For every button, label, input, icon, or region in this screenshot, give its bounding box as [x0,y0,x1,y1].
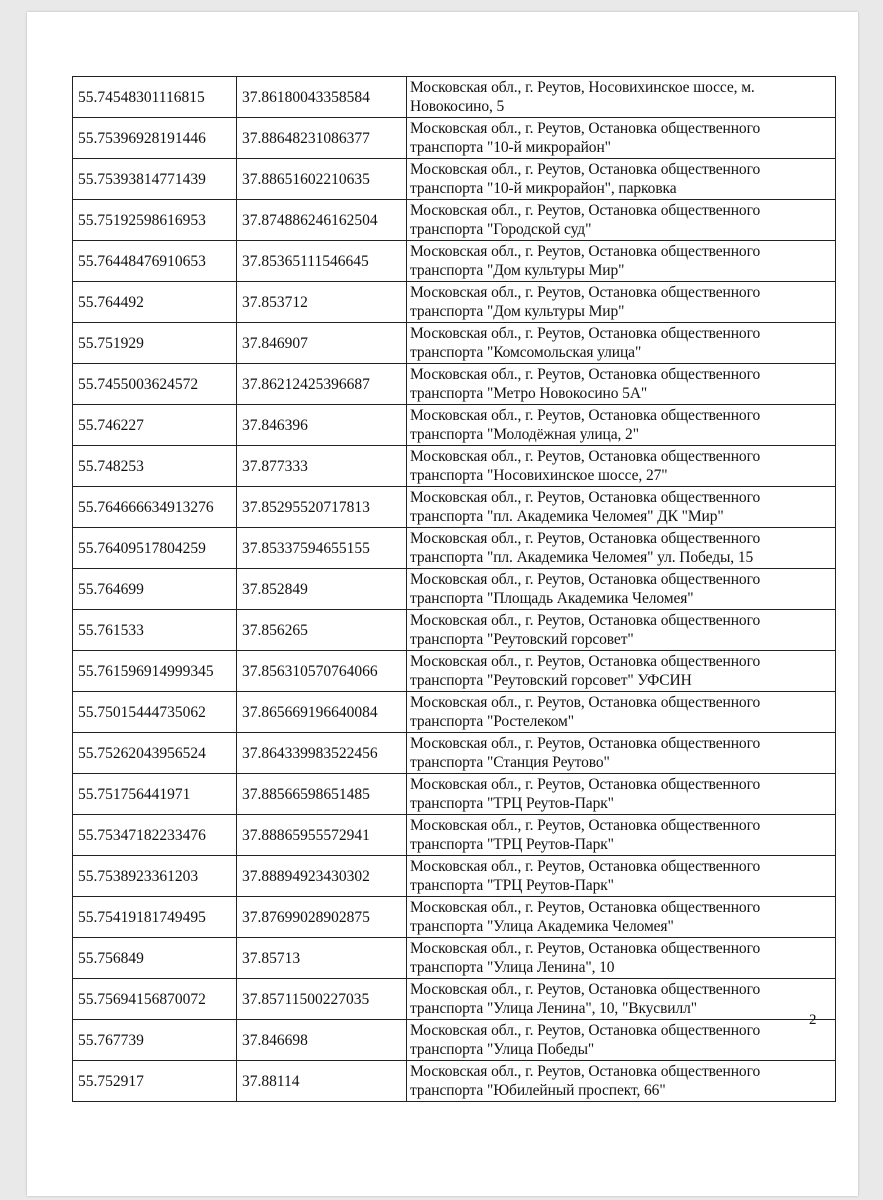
table-row [73,979,836,1020]
address-cell: Московская обл., г. Реутов, Остановка общественного транспорта "Молодёжная улица, 2" [407,405,836,446]
table-row [73,569,836,610]
table-row [73,323,836,364]
latitude-cell: 55.756849 [73,938,237,979]
table-row [73,77,836,118]
latitude-cell: 55.74548301116815 [73,77,237,118]
table-row [73,241,836,282]
coordinates-table-body [73,77,836,1102]
table-row [73,528,836,569]
latitude-cell: 55.75262043956524 [73,733,237,774]
address-cell: Московская обл., г. Реутов, Остановка общественного транспорта "Улица Ленина", 10 [407,938,836,979]
table-row [73,651,836,692]
table-row [73,405,836,446]
latitude-cell: 55.767739 [73,1020,237,1061]
table-row [73,610,836,651]
table-row [73,1061,836,1102]
longitude-cell: 37.87699028902875 [237,897,407,938]
address-cell: Московская обл., г. Реутов, Остановка общественного транспорта "10-й микрорайон" [407,118,836,159]
address-cell: Московская обл., г. Реутов, Остановка общественного транспорта "Юбилейный проспект, 66" [407,1061,836,1102]
address-cell: Московская обл., г. Реутов, Остановка общественного транспорта "Городской суд" [407,200,836,241]
latitude-cell: 55.75419181749495 [73,897,237,938]
longitude-cell: 37.86212425396687 [237,364,407,405]
longitude-cell: 37.865669196640084 [237,692,407,733]
address-cell: Московская обл., г. Реутов, Остановка общественного транспорта "пл. Академика Челомея" ул. Победы, 15 [407,528,836,569]
latitude-cell: 55.76448476910653 [73,241,237,282]
table-row [73,200,836,241]
longitude-cell: 37.856265 [237,610,407,651]
table-row [73,118,836,159]
page-number: 2 [809,1012,817,1028]
longitude-cell: 37.846396 [237,405,407,446]
address-cell: Московская обл., г. Реутов, Остановка общественного транспорта "Реутовский горсовет" [407,610,836,651]
table-row [73,856,836,897]
address-cell: Московская обл., г. Реутов, Остановка общественного транспорта "ТРЦ Реутов-Парк" [407,856,836,897]
longitude-cell: 37.88865955572941 [237,815,407,856]
longitude-cell: 37.852849 [237,569,407,610]
table-row [73,897,836,938]
latitude-cell: 55.761533 [73,610,237,651]
address-cell: Московская обл., г. Реутов, Остановка общественного транспорта "ТРЦ Реутов-Парк" [407,774,836,815]
address-cell: Московская обл., г. Реутов, Остановка общественного транспорта "Носовихинское шоссе, 27" [407,446,836,487]
address-cell: Московская обл., г. Реутов, Остановка общественного транспорта "Метро Новокосино 5А" [407,364,836,405]
address-cell: Московская обл., г. Реутов, Остановка общественного транспорта "Станция Реутово" [407,733,836,774]
address-cell: Московская обл., г. Реутов, Остановка общественного транспорта "пл. Академика Челомея" ДК "Мир" [407,487,836,528]
longitude-cell: 37.85713 [237,938,407,979]
longitude-cell: 37.874886246162504 [237,200,407,241]
address-cell: Московская обл., г. Реутов, Остановка общественного транспорта "10-й микрорайон", парковка [407,159,836,200]
latitude-cell: 55.75347182233476 [73,815,237,856]
longitude-cell: 37.853712 [237,282,407,323]
address-cell: Московская обл., г. Реутов, Остановка общественного транспорта "Реутовский горсовет" УФСИН [407,651,836,692]
address-cell: Московская обл., г. Реутов, Остановка общественного транспорта "Улица Академика Челомея" [407,897,836,938]
table-row [73,364,836,405]
latitude-cell: 55.7455003624572 [73,364,237,405]
address-cell: Московская обл., г. Реутов, Остановка общественного транспорта "Улица Победы" [407,1020,836,1061]
document-page [27,12,858,1196]
latitude-cell: 55.764666634913276 [73,487,237,528]
table-row [73,692,836,733]
address-cell: Московская обл., г. Реутов, Остановка общественного транспорта "Дом культуры Мир" [407,241,836,282]
longitude-cell: 37.846907 [237,323,407,364]
latitude-cell: 55.75393814771439 [73,159,237,200]
latitude-cell: 55.75015444735062 [73,692,237,733]
longitude-cell: 37.88651602210635 [237,159,407,200]
latitude-cell: 55.75694156870072 [73,979,237,1020]
table-row [73,733,836,774]
table-row [73,487,836,528]
table-row [73,938,836,979]
latitude-cell: 55.75192598616953 [73,200,237,241]
longitude-cell: 37.88114 [237,1061,407,1102]
longitude-cell: 37.85295520717813 [237,487,407,528]
longitude-cell: 37.864339983522456 [237,733,407,774]
latitude-cell: 55.764492 [73,282,237,323]
latitude-cell: 55.751929 [73,323,237,364]
table-row [73,774,836,815]
longitude-cell: 37.856310570764066 [237,651,407,692]
longitude-cell: 37.877333 [237,446,407,487]
longitude-cell: 37.85337594655155 [237,528,407,569]
address-cell: Московская обл., г. Реутов, Остановка общественного транспорта "Ростелеком" [407,692,836,733]
latitude-cell: 55.748253 [73,446,237,487]
latitude-cell: 55.761596914999345 [73,651,237,692]
longitude-cell: 37.86180043358584 [237,77,407,118]
latitude-cell: 55.751756441971 [73,774,237,815]
latitude-cell: 55.746227 [73,405,237,446]
address-cell: Московская обл., г. Реутов, Остановка общественного транспорта "Комсомольская улица" [407,323,836,364]
table-row [73,446,836,487]
table-row [73,815,836,856]
table-row [73,282,836,323]
longitude-cell: 37.85365111546645 [237,241,407,282]
longitude-cell: 37.846698 [237,1020,407,1061]
address-cell: Московская обл., г. Реутов, Остановка общественного транспорта "Дом культуры Мир" [407,282,836,323]
latitude-cell: 55.76409517804259 [73,528,237,569]
address-cell: Московская обл., г. Реутов, Остановка общественного транспорта "Площадь Академика Челомея" [407,569,836,610]
latitude-cell: 55.752917 [73,1061,237,1102]
table-row [73,159,836,200]
longitude-cell: 37.85711500227035 [237,979,407,1020]
latitude-cell: 55.764699 [73,569,237,610]
address-cell: Московская обл., г. Реутов, Носовихинское шоссе, м. Новокосино, 5 [407,77,836,118]
longitude-cell: 37.88894923430302 [237,856,407,897]
coordinates-table [72,76,836,1102]
address-cell: Московская обл., г. Реутов, Остановка общественного транспорта "Улица Ленина", 10, "Вкусвилл" [407,979,836,1020]
longitude-cell: 37.88648231086377 [237,118,407,159]
longitude-cell: 37.88566598651485 [237,774,407,815]
table-row [73,1020,836,1061]
address-cell: Московская обл., г. Реутов, Остановка общественного транспорта "ТРЦ Реутов-Парк" [407,815,836,856]
latitude-cell: 55.7538923361203 [73,856,237,897]
latitude-cell: 55.75396928191446 [73,118,237,159]
